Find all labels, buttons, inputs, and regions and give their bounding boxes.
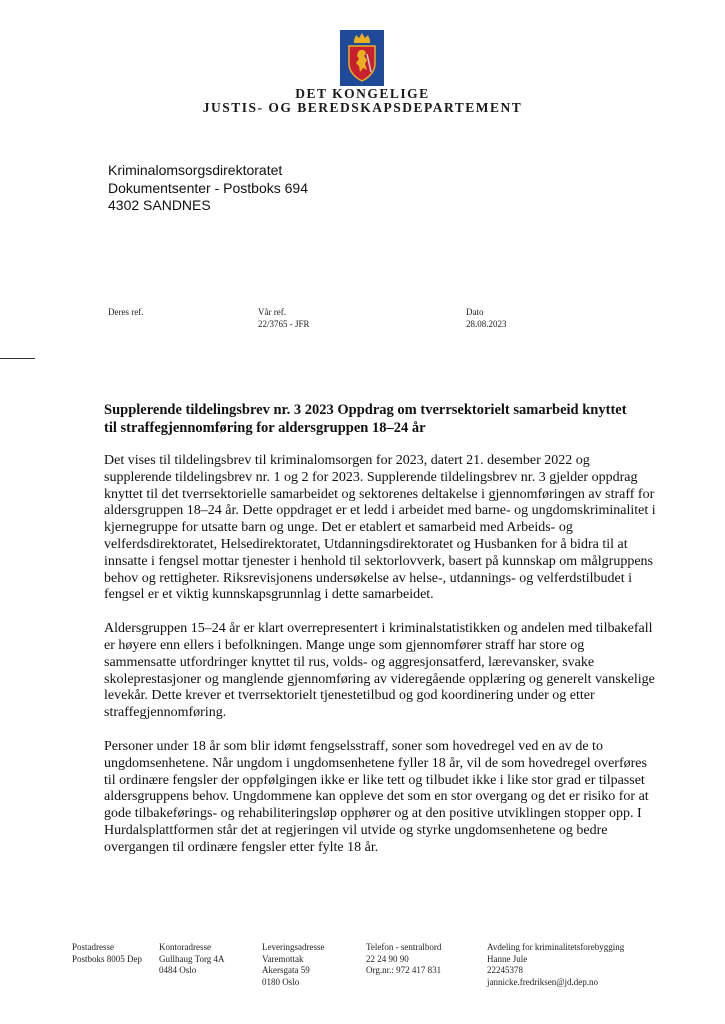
footer-value: Akersgata 59 — [262, 965, 310, 975]
var-ref-value: 22/3765 - JFR — [258, 319, 310, 329]
deres-ref — [108, 306, 143, 318]
deres-ref-label: Deres ref. — [108, 307, 144, 317]
coat-of-arms-icon — [340, 30, 384, 86]
footer-postadresse — [72, 942, 142, 965]
body-paragraph: Aldersgruppen 15–24 år er klart overrepresentert i kriminalstatistikken og andelen med tilbakefall er høyere enn ellers i befolkningen. Mange unge som gjennomfører straff har store og sammensatte utfordringer knyttet til rus, volds- og aggresjonsatferd, lærevansker, svake skoleprestasjoner og manglende gjennomføring av videregående opplæring og generelt vanskelige levekår. Dette krever et tverrsektorielt tjenestetilbud og god koordinering under og etter straffegjennomføring. — [104, 621, 655, 721]
footer-value: Postboks 8005 Dep — [72, 953, 143, 964]
body-paragraph: Personer under 18 år som blir idømt fengselsstraff, soner som hovedregel ved en av de to ungdomsenhetene. Når ungdom i ungdomsenhetene fyller 18 år, vil de som hovedregel overføres til ordinære fengsler der oppfølgingen ikke er like tett og tilbudet ikke i like stor grad er tilpasset aldersgruppens behov. Ungdommene kan oppleve det som en stor overgang og det er risiko for at gode tilbakeførings- og rehabiliteringsløp opphører og at den positive utviklingen stopper opp. I Hurdalsplattformen står det at regjeringen vil utvide og styrke ungdomsenhetene og bedre overgangen til ordinære fengsler etter fylte 18 år. — [104, 738, 649, 855]
footer-value: Varemottak — [262, 953, 304, 964]
footer-label: Postadresse — [72, 942, 114, 952]
footer-value: Gullhaug Torg 4A — [159, 953, 225, 964]
recipient-line: Dokumentsenter - Postboks 694 — [108, 179, 308, 196]
footer-leveringsadresse — [262, 942, 324, 988]
footer-value: 22245378 — [487, 965, 523, 975]
ministry-name-line2: JUSTIS- OG BEREDSKAPSDEPARTEMENT — [202, 100, 523, 115]
ministry-name-line1: DET KONGELIGE — [295, 86, 430, 101]
var-ref — [258, 306, 310, 330]
footer-label: Avdeling for kriminalitetsforebygging — [487, 942, 625, 952]
footer-label: Leveringsadresse — [262, 942, 325, 952]
recipient-line: Kriminalomsorgsdirektoratet — [108, 162, 283, 178]
var-ref-label: Vår ref. — [258, 307, 286, 317]
footer-avdeling — [487, 942, 624, 988]
date-value: 28.08.2023 — [466, 319, 507, 329]
footer-value: 0484 Oslo — [159, 965, 197, 975]
footer-label: Telefon - sentralbord — [366, 942, 442, 952]
footer-value: 0180 Oslo — [262, 976, 300, 987]
recipient-address — [108, 162, 308, 215]
letter-title: Supplerende tildelingsbrev nr. 3 2023 Oppdrag om tverrsektorielt samarbeid knyttet til straffegjennomføring for aldersgruppen 18–24 år — [104, 402, 627, 436]
footer-telefon — [366, 942, 441, 977]
recipient-line: 4302 SANDNES — [108, 197, 211, 213]
footer-value: Org.nr.: 972 417 831 — [366, 965, 442, 975]
footer-value: Hanne Jule — [487, 953, 528, 964]
footer-value: 22 24 90 90 — [366, 953, 409, 964]
body-paragraph: Det vises til tildelingsbrev til kriminalomsorgen for 2023, datert 21. desember 2022 og supplerende tildelingsbrev nr. 1 og 2 for 2023. Supplerende tildelingsbrev nr. 3 gjelder oppdrag knyttet til det tverrsektorielle samarbeidet og sektorenes deltakelse i gjennomføringen av straff for aldersgruppen 18–24 år. Dette oppdraget er et ledd i arbeidet med barne- og ungdomskriminalitet i kjernegruppe for utsatte barn og unge. Det er etablert et samarbeid med Arbeids- og velferdsdirektoratet, Helsedirektoratet, Utdanningsdirektoratet og Husbanken for å bidra til at innsatte i fengsel mottar tjenester i henhold til sektorlovverk, basert på kunnskap om målgruppens behov og rettigheter. Riksrevisjonens undersøkelse av helse-, utdannings- og velferdstilbudet i fengsel er et viktig kunnskapsgrunnlag i dette samarbeidet. — [104, 453, 656, 603]
date-label: Dato — [466, 307, 484, 317]
footer-email-link[interactable]: jannicke.fredriksen@jd.dep.no — [487, 976, 599, 987]
date-ref — [466, 306, 507, 330]
footer-label: Kontoradresse — [159, 942, 211, 952]
fold-mark — [0, 358, 35, 359]
letter-body — [104, 453, 657, 874]
footer-kontoradresse — [159, 942, 225, 977]
